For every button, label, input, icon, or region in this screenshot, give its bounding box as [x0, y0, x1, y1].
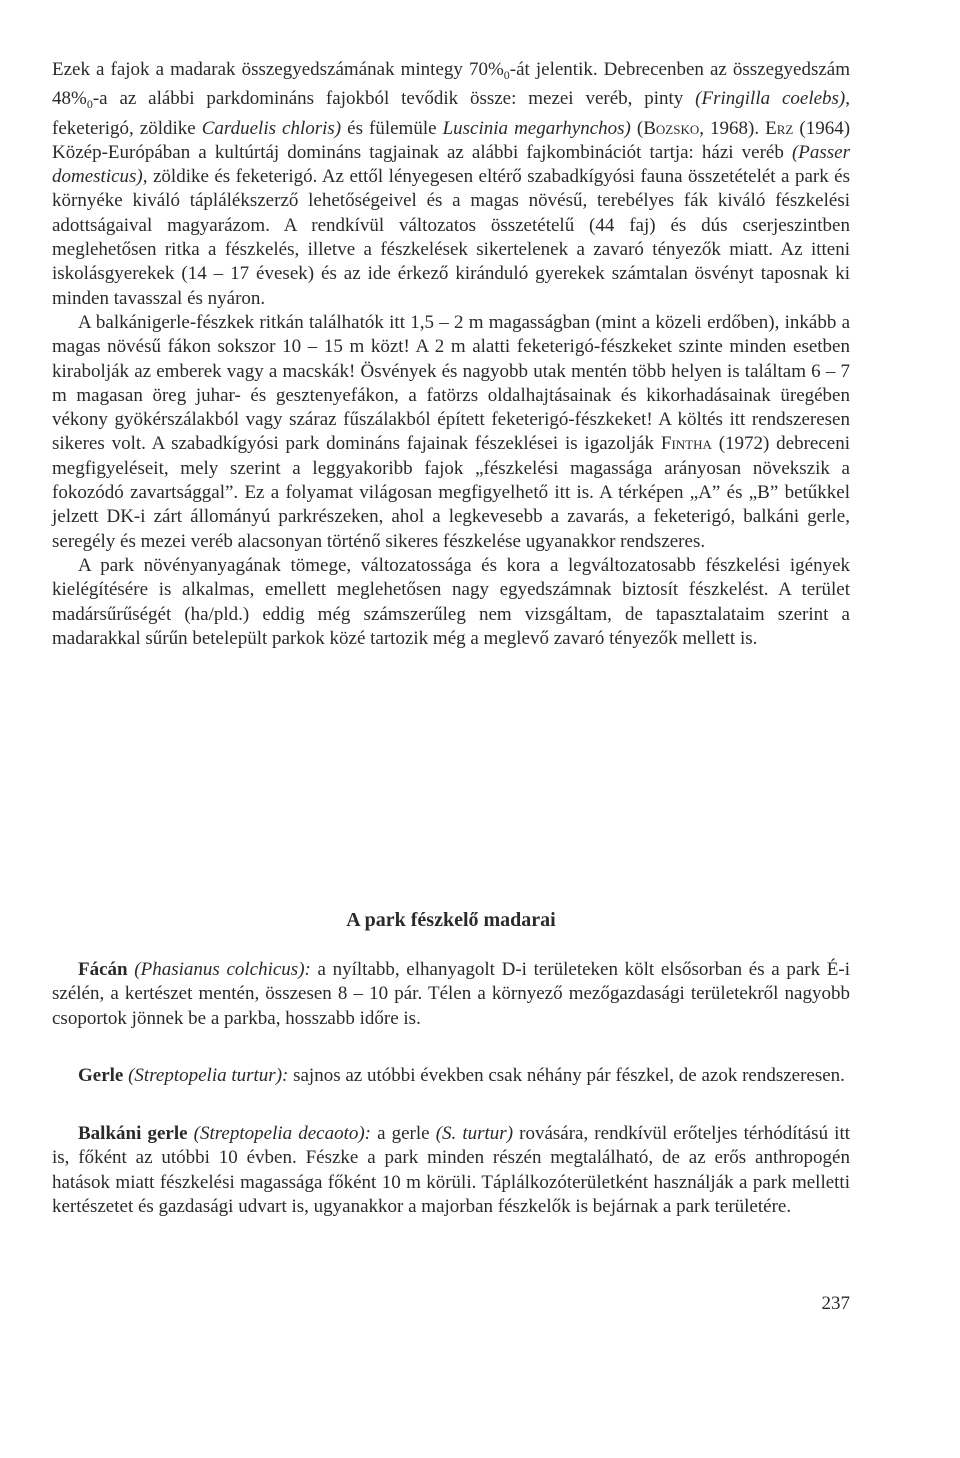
- species-entry-gerle: [52, 1064, 850, 1088]
- percent-sign: %: [71, 88, 87, 110]
- text-run: (: [630, 117, 644, 139]
- text-run: A balkánigerle-fészkek ritkán találhatók itt 1,5 – 2 m magasságban (mint a közeli erdőben), inkább a magas növésű fákon sokszor 10 – 15 m közt! A 2 m alatti feketerigó-fészkeket szinte minden esetben kirabolják az emberek vagy a macskák! Ösvények és nagyobb utak mentén több helyen is találtam 6 – 7 m magasan öreg juhar- és gesztenyefákon, a fatörzs oldalhajtásainak és kikorhadásainak üregében vékony gyökérszálakból vagy száraz fűszálakból épített feketerigó-fészkeket! A költés itt rendszeresen sikeres volt. A szabadkígyósi park domináns fajainak fészeklései is igazolják: [52, 311, 850, 455]
- percent-subscript: 0: [503, 68, 510, 82]
- paragraph-nest-height: [52, 311, 850, 554]
- taxon-name: (Streptopelia turtur):: [128, 1065, 289, 1086]
- author-name: Fintha: [660, 433, 712, 455]
- taxon-name: (S. turtur): [435, 1123, 514, 1144]
- species-description: a nyíltabb, elhanyagolt D-i területeken költ elsősorban és a park É-i szélén, a kertészet mentén, összesen 8 – 10 pár. Télen a környező mezőgazdasági területekről nagyobb csoportok jönnek be a parkba, hosszabb időre is.: [52, 959, 851, 1029]
- text-run: (1964) Közép-Európában a kultúrtáj domináns tagjainak az alábbi fajkombinációt tartja: házi veréb: [52, 117, 851, 163]
- taxon-name: Carduelis chloris): [201, 117, 342, 139]
- percent-sign: %: [487, 59, 504, 80]
- text-run: -a az alábbi parkdomináns fajokból tevődik össze: mezei veréb, pinty: [92, 88, 696, 110]
- paragraph-park-vegetation: A park növényanyagának tömege, változatossága és kora a legváltozatosabb fészkelési igények kielégítésére is alkalmas, emellett meglehetősen nagy egyedszámnak biztosít fészkelést. A terület madársűrűségét (ha/pld.) eddig még számszerűleg nem vizsgáltam, de tapasztalataim szerint a madarakkal sűrűn betelepült parkok közé tartozik még a meglevő zavaró tényezők mellett is.: [52, 554, 850, 649]
- percent-subscript: 0: [86, 97, 93, 112]
- species-name: Gerle: [78, 1065, 124, 1086]
- species-description: rovására, rendkívül erőteljes térhódítású itt is, főként az utóbbi 10 évben. Fészke a park minden részén megtalálható, de az erős anthropogén hatások miatt fészkelési magassága főként 10 m körüli. Táplálkozóterületként használják a park melletti kertészetet és gazdasági udvart is, ugyanakkor a majorban fészkelők is bejárnak a park területére.: [52, 1123, 851, 1217]
- text-run: Ezek a fajok a madarak összegyedszámának mintegy 70: [52, 59, 488, 80]
- text-run: , feketerigó, zöldike: [52, 88, 851, 139]
- text-run: -át jelentik. Debrecenben az összegyedszám 48: [52, 59, 850, 110]
- text-run: , 1968).: [699, 117, 766, 139]
- species-entry-facan: [52, 958, 850, 1031]
- taxon-name: (Fringilla coelebs): [695, 88, 846, 110]
- text-run: , zöldike és feketerigó. Az ettől lényegesen eltérő szabadkígyósi fauna összetételét a park és környéke kiváló táplálékszerző lehetőségeivel és a magas növésű, terebélyes fák kiváló fészkelési adottságaival magyarázom. A rendkívül változatos összetételű (44 faj) és dús cserjeszintben meglehetősen ritka a fészkelés, illetve a fészkelések sikertelenek a zavaró tényezők miatt. Az itteni iskolásgyerekek (14 – 17 évesek) és az ide érkező kiránduló gyerekek számtalan ösvényt taposnak ki minden tavasszal és nyáron.: [52, 166, 850, 309]
- taxon-name: Luscinia megarhynchos): [442, 117, 631, 139]
- species-entry-balkani-gerle: [52, 1122, 850, 1219]
- page-number: 237: [821, 1293, 850, 1314]
- species-description: sajnos az utóbbi években csak néhány pár fészkel, de azok rendszeresen.: [288, 1065, 845, 1086]
- text-run: (1972) debreceni megfigyeléseit, mely szerint a leggyakoribb fajok „fészkelési magassága arányosan növekszik a fokozódó zavartsággal”. Ez a folyamat világosan megfigyelhető itt is. A térképen „A” és „B” betűkkel jelzett DK-i zárt állományú parkrészeken, ahol a legkevesebb a zavarás, a feketerigó, balkáni gerle, seregély és mezei veréb alacsonyan történő sikeres fészkelése ugyanakkor rendszeres.: [52, 433, 850, 552]
- taxon-name: (Phasianus colchicus):: [134, 959, 311, 980]
- taxon-name: (Passer domesticus): [52, 141, 850, 188]
- species-name: Balkáni gerle: [78, 1123, 188, 1144]
- text-run: és fülemüle: [341, 117, 443, 139]
- species-description: a gerle: [371, 1123, 436, 1144]
- section-title: A park fészkelő madarai: [346, 909, 556, 931]
- taxon-name: (Streptopelia decaoto):: [193, 1123, 372, 1144]
- document-page: [52, 58, 850, 651]
- paragraph-dominant-species: [52, 58, 850, 311]
- author-name: Erz: [765, 117, 794, 139]
- author-name: Bozsko: [643, 117, 700, 139]
- species-name: Fácán: [78, 959, 128, 980]
